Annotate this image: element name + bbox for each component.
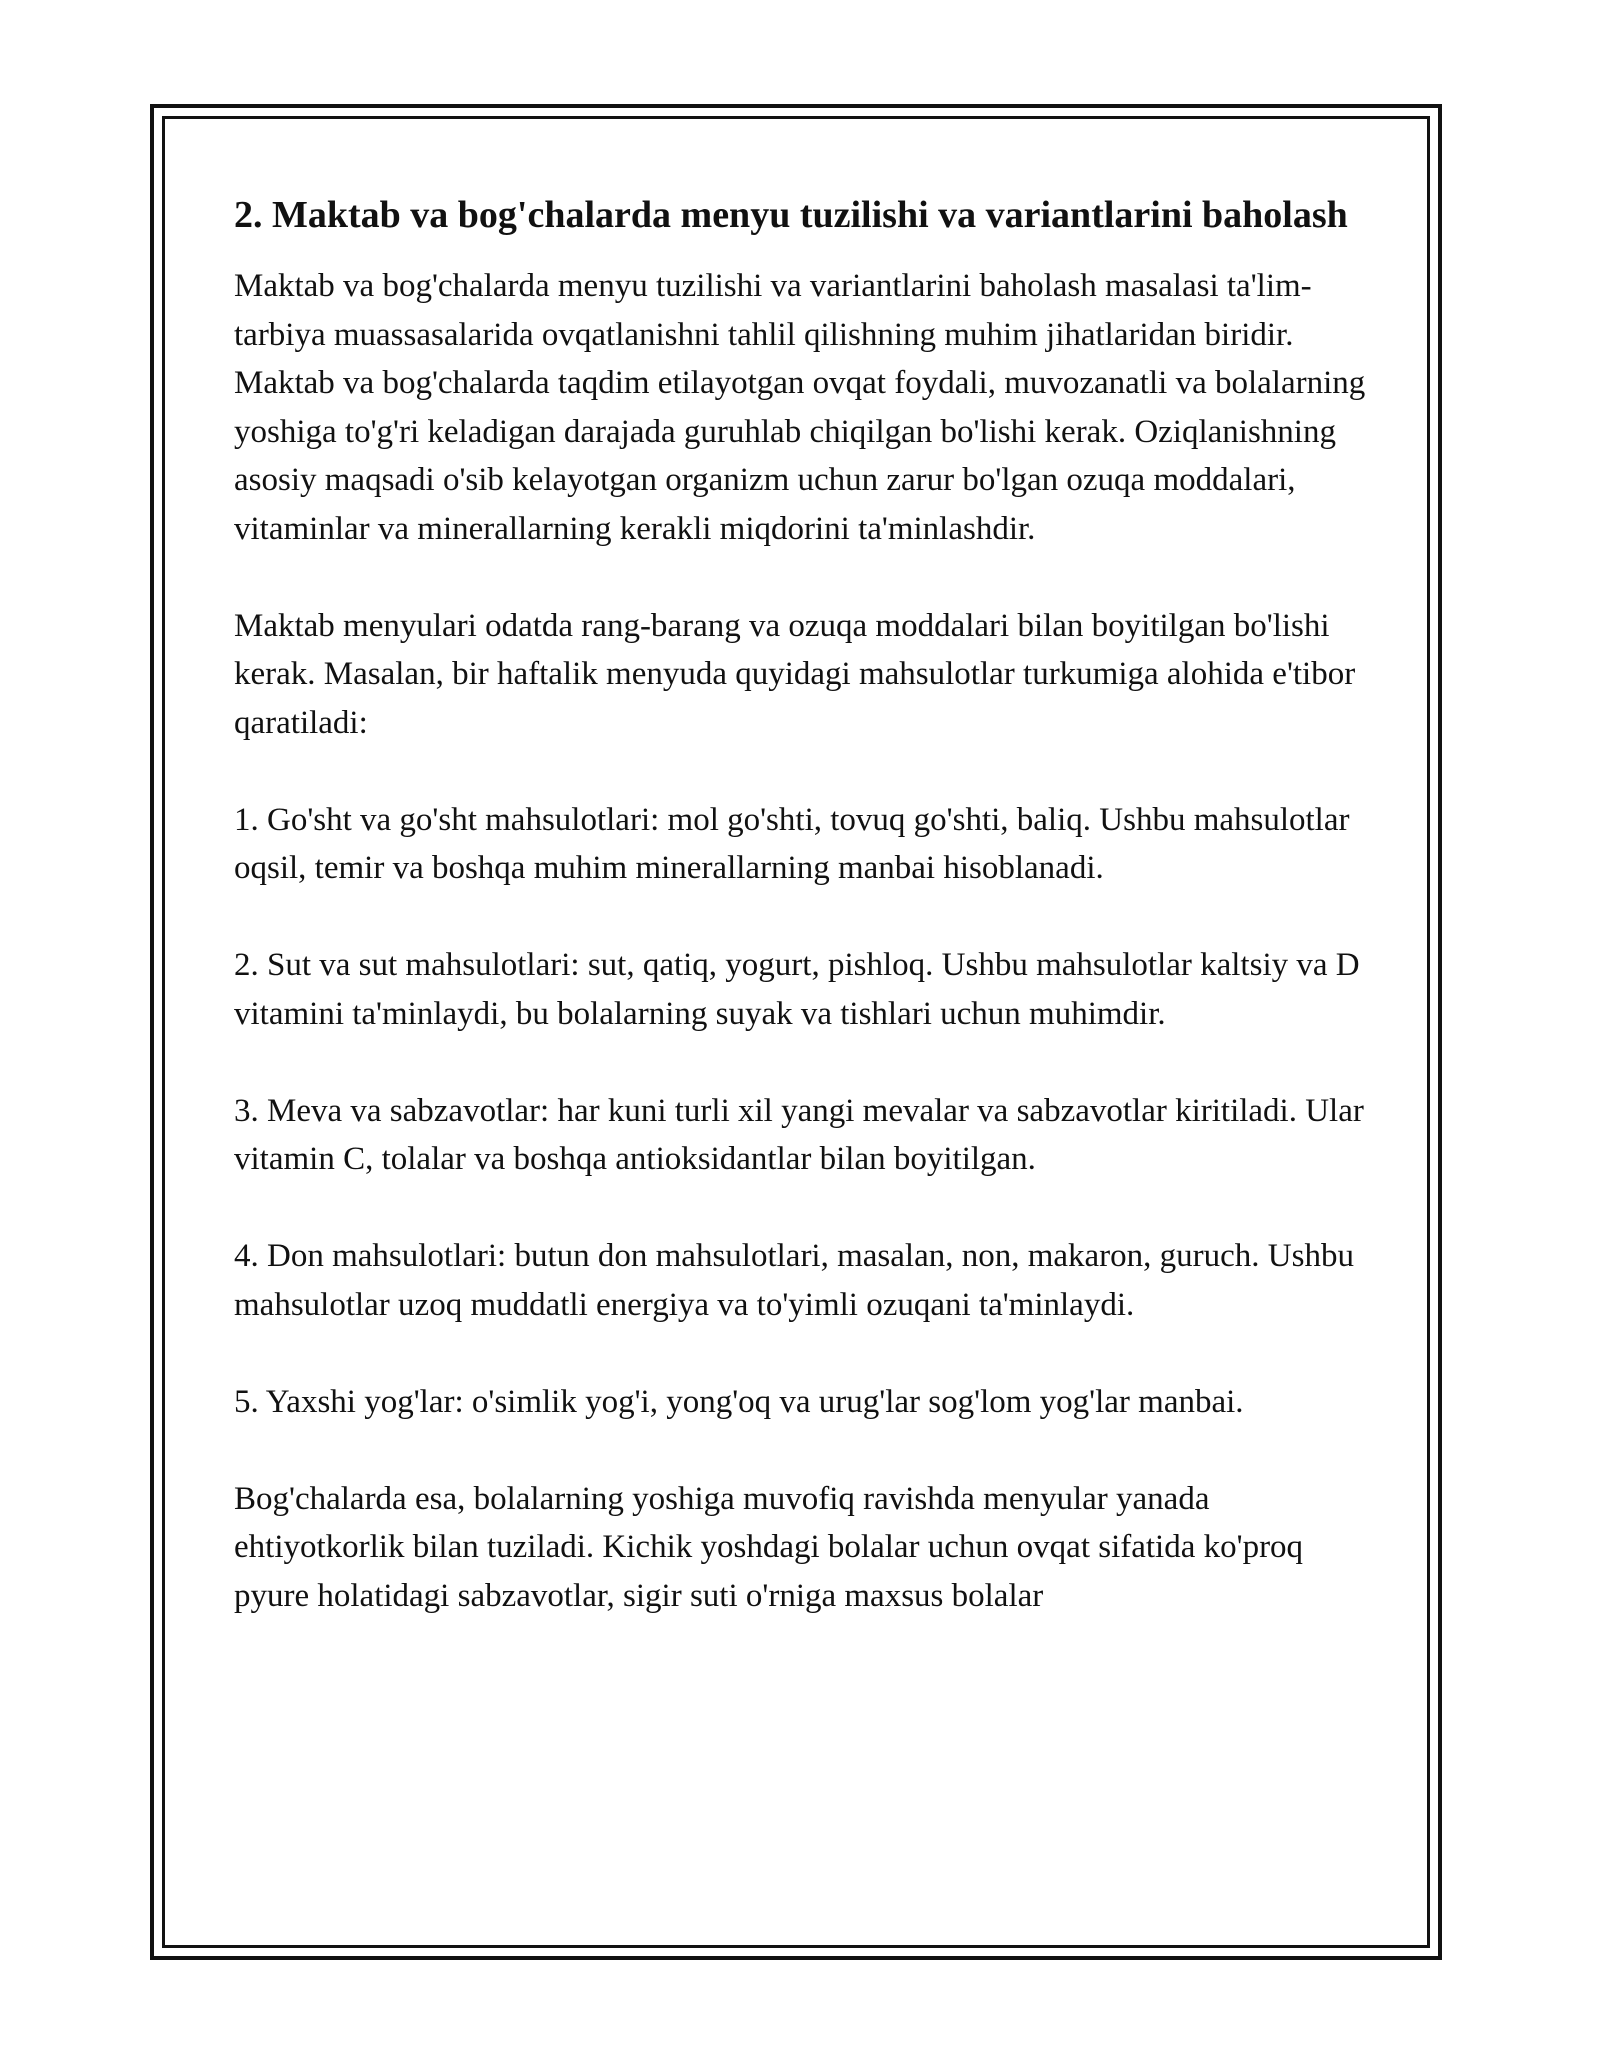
document-content (234, 188, 1374, 1669)
list-item-fats: 5. Yaxshi yog'lar: o'simlik yog'i, yong'oq va urug'lar sog'lom yog'lar manbai. (234, 1383, 1244, 1420)
kindergarten-paragraph: Bog'chalarda esa, bolalarning yoshiga muvofiq ravishda menyular yanada ehtiyotkorlik bilan tuziladi. Kichik yoshdagi bolalar uchun ovqat sifatida ko'proq pyure holatidagi sabzavotlar, sigir suti o'rniga maxsus bolalar (234, 1480, 1304, 1614)
section-heading: 2. Maktab va bog'chalarda menyu tuzilishi va variantlarini baholash (234, 194, 1348, 236)
menu-paragraph: Maktab menyulari odatda rang-barang va ozuqa moddalari bilan boyitilgan bo'lishi kerak. Masalan, bir haftalik menyuda quyidagi mahsulotlar turkumiga alohida e'tibor qaratiladi: (234, 607, 1356, 741)
list-item-meat: 1. Go'sht va go'sht mahsulotlari: mol go'shti, tovuq go'shti, baliq. Ushbu mahsulotlar oqsil, temir va boshqa muhim minerallarning manbai hisoblanadi. (234, 801, 1350, 886)
list-item-dairy: 2. Sut va sut mahsulotlari: sut, qatiq, yogurt, pishloq. Ushbu mahsulotlar kaltsiy va D vitamini ta'minlaydi, bu bolalarning suyak va tishlari uchun muhimdir. (234, 947, 1360, 1032)
list-item-fruits-vegetables: 3. Meva va sabzavotlar: har kuni turli xil yangi mevalar va sabzavotlar kiritiladi. Ular vitamin C, tolalar va boshqa antioksidantlar bilan boyitilgan. (234, 1092, 1364, 1177)
list-item-grains: 4. Don mahsulotlari: butun don mahsulotlari, masalan, non, makaron, guruch. Ushbu mahsulotlar uzoq muddatli energiya va to'yimli ozuqani ta'minlaydi. (234, 1238, 1354, 1323)
intro-paragraph: Maktab va bog'chalarda menyu tuzilishi va variantlarini baholash masalasi ta'lim-tarbiya muassasalarida ovqatlanishni tahlil qilishning muhim jihatlaridan biridir. Maktab va bog'chalarda taqdim etilayotgan ovqat foydali, muvozanatli va bolalarning yoshiga to'g'ri keladigan darajada guruhlab chiqilgan bo'lishi kerak. Oziqlanishning asosiy maqsadi o'sib kelayotgan organizm uchun zarur bo'lgan ozuqa moddalari, vitaminlar va minerallarning kerakli miqdorini ta'minlashdir. (234, 268, 1366, 547)
